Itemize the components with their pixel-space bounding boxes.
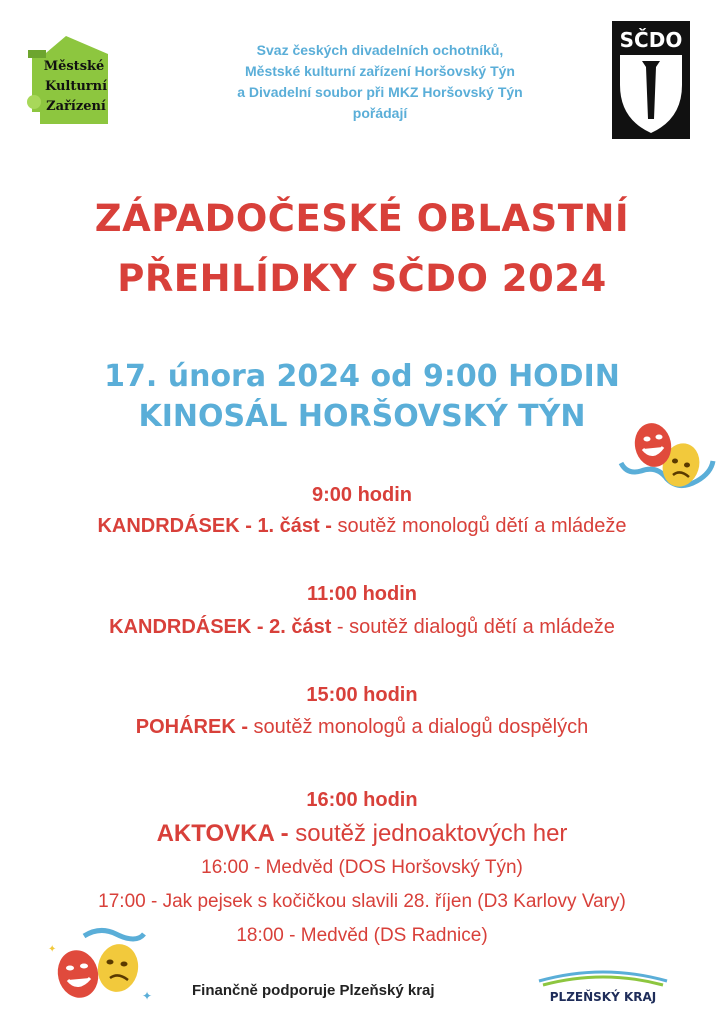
scdo-logo-text: SČDO [619,28,683,52]
time-1100: 11:00 hodin [306,583,418,605]
svg-text:✦: ✦ [142,989,153,1003]
region-logo-text: PLZEŇSKÝ KRAJ [549,990,657,1004]
time-1500: 15:00 hodin [306,684,418,706]
mkz-logo [22,30,122,130]
event-desc: soutěž monologů a dialogů dospělých [248,716,589,738]
event-kandrdasek-1 [0,515,724,538]
scdo-logo [612,21,690,139]
event-name: KANDRDÁSEK - 2. část [109,616,332,638]
date-line: 17. února 2024 od 9:00 HODIN [104,359,620,394]
event-name: KANDRDÁSEK - 1. část - [97,515,332,537]
time-1600: 16:00 hodin [306,789,418,811]
theatre-masks-icon [44,922,154,1014]
sponsor-text: Finančně podporuje Plzeňský kraj [192,982,435,999]
main-title-line1: ZÁPADOČESKÉ OBLASTNÍ [94,197,630,240]
main-title-line2: PŘEHLÍDKY SČDO 2024 [117,257,607,300]
event-desc: soutěž jednoaktových her [288,820,568,847]
organizer-line: a Divadelní soubor při MKZ Horšovský Týn [237,84,523,100]
organizer-line: Městské kulturní zařízení Horšovský Týn [245,63,515,79]
event-desc: soutěž monologů dětí a mládeže [331,515,627,537]
event-name: POHÁREK - [135,716,248,738]
venue-line: KINOSÁL HORŠOVSKÝ TÝN [138,399,586,434]
performance-item: 17:00 - Jak pejsek s kočičkou slavili 28. říjen (D3 Karlovy Vary) [98,891,626,912]
mkz-logo-line1: Městské [43,59,105,74]
theatre-masks-icon [617,415,717,495]
mkz-logo-line3: Zařízení [46,99,106,114]
mkz-logo-line2: Kulturní [44,79,108,94]
event-name: AKTOVKA - [156,820,289,847]
event-desc: - soutěž dialogů dětí a mládeže [331,616,615,638]
performance-item: 16:00 - Medvěd (DOS Horšovský Týn) [201,857,523,878]
time-0900: 9:00 hodin [311,484,412,506]
event-kandrdasek-2 [0,616,724,639]
performance-item: 18:00 - Medvěd (DS Radnice) [236,925,488,946]
organizer-line: pořádají [352,105,408,121]
plzensky-kraj-logo [533,965,673,1011]
organizer-line: Svaz českých divadelních ochotníků, [256,42,504,58]
organizers-text [180,40,580,124]
svg-text:✦: ✦ [48,944,57,955]
event-aktovka [0,820,724,848]
event-poharek [0,716,724,739]
